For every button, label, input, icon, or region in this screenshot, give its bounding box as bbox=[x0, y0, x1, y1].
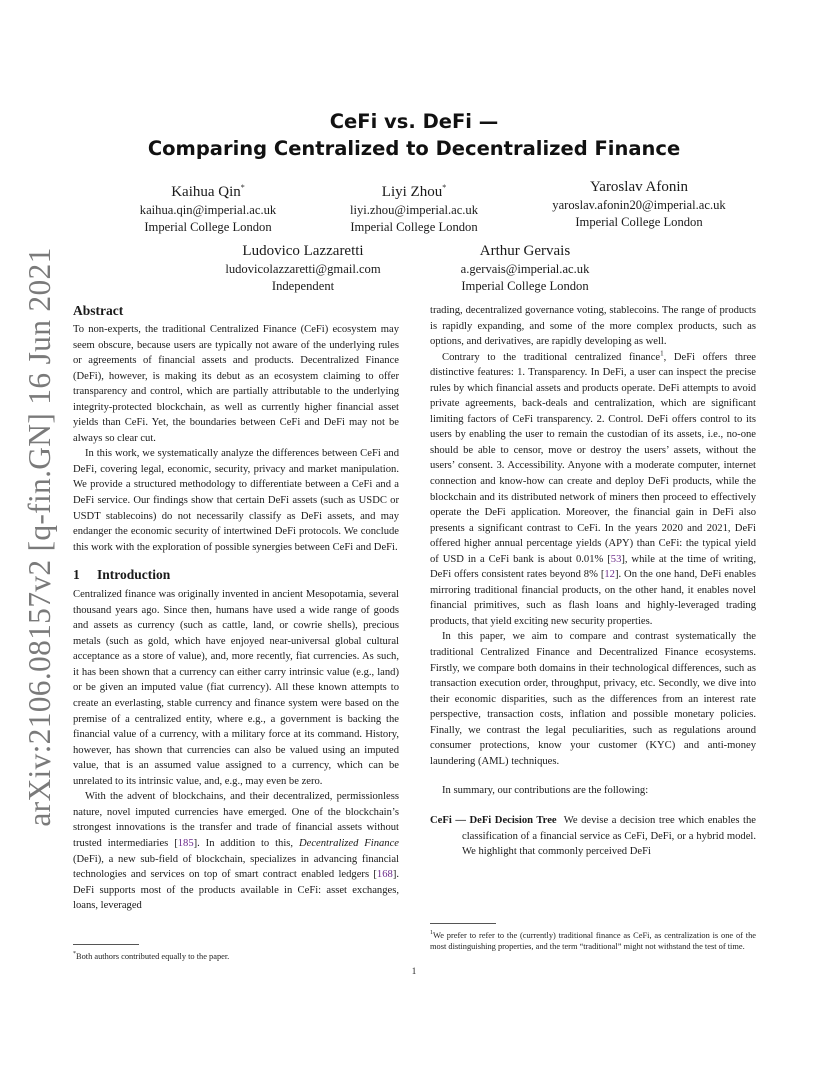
abstract-paragraph: To non-experts, the traditional Centralized Finance (CeFi) ecosystem may seem obscure, because users are typically not aware of the underlying rules or agreements of financial assets and products. Decentralized Finance (DeFi), however, is making its debut as an ecosystem claiming to offer transparency and control, which are partially attributable to the underlying integrity-protected blockchain, as well as currently higher financial asset yields than CeFi. Yet, the boundaries between CeFi and DeFi may not be always so clear cut. bbox=[73, 324, 399, 444]
abstract-paragraph: In this work, we systematically analyze the differences between CeFi and DeFi, covering legal, economic, security, privacy and market manipulation. We provide a structured methodology to differentiate between a CeFi and a DeFi service. Our findings show that certain DeFi assets (such as USDC or USDT stablecoins) do not necessarily classify as DeFi assets, and may endanger the economic security of intertwined DeFi protocols. We conclude this work with the exploration of possible synergies between CeFi and DeFi. bbox=[73, 448, 399, 553]
section-heading-introduction: 1 Introduction bbox=[73, 567, 171, 583]
paper-title-line-1: CeFi vs. DeFi — bbox=[329, 110, 499, 133]
footnote-rule bbox=[73, 944, 139, 945]
author-block bbox=[108, 178, 308, 236]
body-paragraph: Contrary to the traditional centralized finance$^1$, DeFi offers three distinctive features: 1. Transparency. In DeFi, a user can inspect the precise rules by which financial assets and products operate. DeFi attempts to avoid private agreements, back-deals and centralization, which are significant limiting factors of CeFi transparency. 2. Control. DeFi offers control to its users by enabling the user to remain the custodian of its assets, i.e., no-one should be able to censor, move or destroy the users’ assets, without the users’ consent. 3. Accessibility. Anyone with a moderate computer, internet connection and know-how can create and deploy DeFi products, while the blockchain and its distributed network of miners then proceed to effectively operate the DeFi application. Moreover, the financial gain in DeFi also presents a significant contrast to CeFi. In the years 2020 and 2021, DeFi offered higher annual percentage yields (APY) than CeFi: the typical yield of USD in a CeFi bank is about 0.01% [53], while at the time of writing, DeFi offers consistent rates beyond 8% [12]. On the one hand, DeFi enables mirroring traditional financial products, on the other hand, it enables novel financial primitives, such as flash loans and highly-leveraged trading products, that yield exciting new security properties. bbox=[430, 349, 756, 627]
author-affiliation: Independent bbox=[271, 279, 335, 293]
body-paragraph: Centralized finance was originally invented in ancient Mesopotamia, several thousand years ago. Since then, humans have used a wide range of goods and assets as currency (such as cattle, land, or cowrie shells), precious metals (such as gold, which have enjoyed near-universal global cultural acceptance as a store of value), and, more recently, fiat currencies. As such, it has been shown that a currency can either carry intrinsic value (e.g., land) or be given an imputed value (fiat currency). All these known attempts to create an everlasting, stable currency and finance system were based on the premise of a centralized entity, where e.g., a government is backing the financial value of a currency, with a military force at its command. History, however, has shown that currencies can also be valued using an imputed value, that is an assumed value assigned to a currency, which can be unrelated to its intrinsic value, and, e.g., may even be zero. bbox=[73, 589, 399, 787]
footnote-right: $^1$We prefer to refer to the (currently) traditional finance as CeFi, as centralization is one of the most distinguishing properties, and the term “traditional” might not withstand the test of time. bbox=[430, 930, 756, 951]
left-column bbox=[73, 302, 399, 914]
author-block bbox=[537, 178, 741, 231]
author-email: liyi.zhou@imperial.ac.uk bbox=[349, 203, 479, 217]
author-name: Ludovico Lazzaretti bbox=[242, 243, 364, 259]
footnote-left: *Both authors contributed equally to the paper. bbox=[73, 951, 230, 961]
citation-link[interactable]: 168 bbox=[376, 869, 393, 881]
author-name: Liyi Zhou* bbox=[381, 183, 447, 200]
author-block bbox=[314, 178, 514, 236]
author-name: Kaihua Qin* bbox=[171, 183, 245, 200]
body-paragraph: With the advent of blockchains, and their decentralized, permissionless nature, novel imputed currencies have emerged. One of the blockchain’s strongest innovations is the transfer and trade of financial assets without trusted intermediaries [185]. In addition to this, Decentralized Finance (DeFi), a new sub-field of blockchain, specializes in advancing financial technologies and services on top of smart contract enabled ledgers [168]. DeFi supports most of the products available in CeFi: asset exchanges, loans, leveraged bbox=[73, 791, 399, 912]
author-email: yaroslav.afonin20@imperial.ac.uk bbox=[552, 198, 726, 212]
author-email: a.gervais@imperial.ac.uk bbox=[460, 262, 590, 276]
citation-link[interactable]: 185 bbox=[177, 837, 194, 849]
citation-link[interactable]: 53 bbox=[610, 553, 622, 565]
author-email: ludovicolazzaretti@gmail.com bbox=[225, 262, 381, 276]
body-paragraph: In this paper, we aim to compare and contrast systematically the traditional Centralized Finance and Decentralized Finance ecosystems. Firstly, we compare both domains in their technological differences, such as transaction execution order, throughput, privacy, etc. Secondly, we dive into their economic disparities, such as the differences from an interest rate perspective, transaction costs, inflation and possible monetary policies. Finally, we contrast the legal peculiarities, such as regulations around consumer protections, know your customer (KYC) and anti-money laundering (AML) techniques. bbox=[430, 631, 756, 767]
footnote-rule bbox=[430, 923, 496, 924]
author-block bbox=[203, 242, 403, 295]
paper-title-line-2: Comparing Centralized to Decentralized Finance bbox=[147, 137, 681, 160]
right-column bbox=[430, 303, 756, 860]
author-block bbox=[425, 242, 625, 295]
author-name: Yaroslav Afonin bbox=[589, 179, 689, 195]
contribution-item: CeFi — DeFi Decision Tree We devise a decision tree which enables the classification of a financial service as CeFi, DeFi, or a hybrid model. We highlight that commonly perceived DeFi bbox=[430, 814, 756, 858]
author-affiliation: Imperial College London bbox=[144, 220, 272, 234]
footnote-marker[interactable]: 1 bbox=[660, 349, 664, 358]
author-email: kaihua.qin@imperial.ac.uk bbox=[139, 203, 277, 217]
author-affiliation: Imperial College London bbox=[575, 215, 703, 229]
body-paragraph: In summary, our contributions are the following: bbox=[442, 785, 649, 797]
abstract-heading: Abstract bbox=[73, 303, 124, 318]
body-paragraph: trading, decentralized governance voting, stablecoins. The range of products is rapidly expanding, and some of the more complex products, such as options, and derivatives, are rapidly developing as well. bbox=[430, 305, 756, 348]
author-name: Arthur Gervais bbox=[479, 243, 571, 259]
author-affiliation: Imperial College London bbox=[350, 220, 478, 234]
arxiv-identifier: arXiv:2106.08157v2 [q-fin.GN] 16 Jun 2021 bbox=[22, 247, 57, 827]
page-number: 1 bbox=[411, 966, 417, 976]
author-affiliation: Imperial College London bbox=[461, 279, 589, 293]
citation-link[interactable]: 12 bbox=[604, 569, 615, 581]
